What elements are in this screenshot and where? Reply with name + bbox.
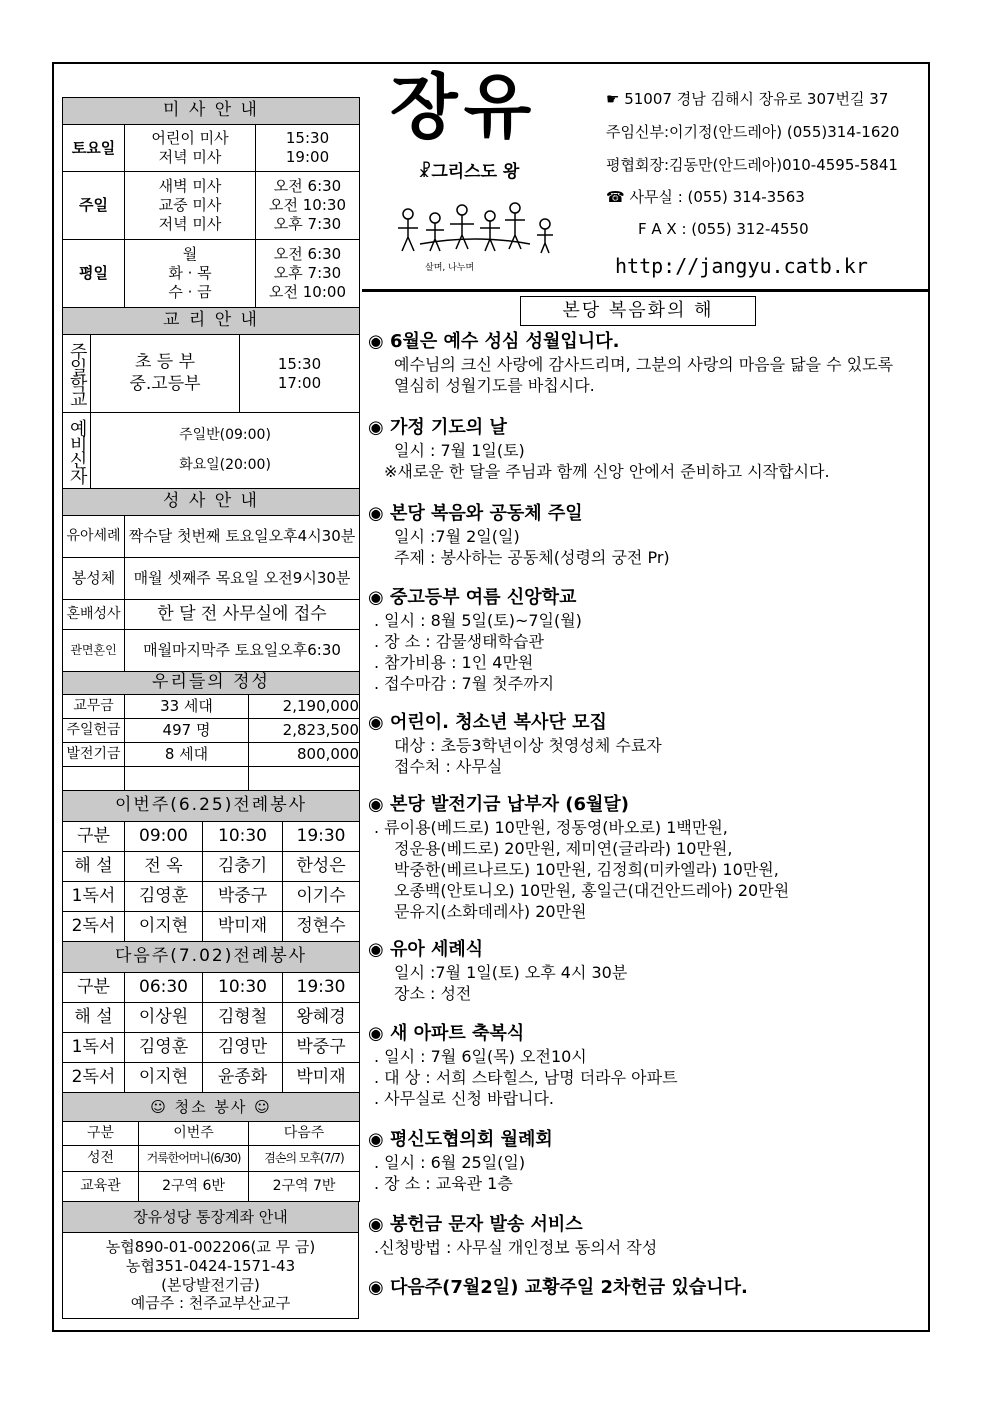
bank-title: 장유성당 통장계좌 안내 xyxy=(63,1202,359,1233)
news-line: 열심히 성월기도를 바칩시다. xyxy=(394,376,595,395)
news-line: ※새로운 한 달을 주님과 함께 신앙 안에서 준비하고 시작합시다. xyxy=(384,462,830,481)
sacrament-value: 매월 셋째주 목요일 오전9시30분 xyxy=(125,558,360,600)
news-line: . 장 소 : 감물생태학습관 xyxy=(374,632,544,651)
liturgy-cell: 이기수 xyxy=(283,882,360,912)
news-title: ◉ 평신도협의회 월례회 xyxy=(368,1129,553,1150)
sun-item: 교중 미사 xyxy=(158,196,222,215)
sacrament-value: 짝수달 첫번째 토요일오후4시30분 xyxy=(125,516,360,558)
mass-table xyxy=(62,97,360,308)
liturgy-cell: 박중구 xyxy=(203,882,283,912)
sacraments-table xyxy=(62,488,360,672)
news-line: . 접수마감 : 7월 첫주까지 xyxy=(374,674,555,693)
offering-count: 33 세대 xyxy=(125,695,249,719)
news-title: ◉ 새 아파트 축복식 xyxy=(368,1023,525,1044)
weekday-item: 월 xyxy=(182,245,198,264)
this-week-liturgy-table xyxy=(62,790,360,942)
news-item xyxy=(368,1276,928,1300)
prep-item: 주일반(09:00) xyxy=(179,427,271,443)
cleaning-cell: 2구역 7반 xyxy=(249,1172,360,1202)
news-line: 예수님의 크신 사랑에 감사드리며, 그분의 사랑의 마음을 닮을 수 있도록 xyxy=(394,355,894,374)
parish-logo: 장유 xyxy=(390,66,538,148)
news-line: 일시 :7월 1일(토) 오후 4시 30분 xyxy=(394,963,628,982)
liturgy-cell: 이지현 xyxy=(125,1063,203,1093)
news-line: . 일시 : 6월 25일(일) xyxy=(374,1153,526,1172)
pastor-line: 주임신부:이기정(안드레아) (055)314-1620 xyxy=(606,123,900,141)
liturgy-cell: 한성은 xyxy=(283,852,360,882)
liturgy-role: 2독서 xyxy=(63,1063,125,1093)
offering-empty xyxy=(63,767,125,791)
school-time: 17:00 xyxy=(277,373,322,392)
news-title: ◉ 6월은 예수 성심 성월입니다. xyxy=(368,331,620,352)
liturgy-role: 1독서 xyxy=(63,882,125,912)
cleaning-table xyxy=(62,1092,360,1202)
telephone-icon: ☎ xyxy=(606,188,630,206)
liturgy-head: 06:30 xyxy=(125,973,203,1003)
news-line: . 류이용(베드로) 10만원, 정동영(바오로) 1백만원, xyxy=(374,818,728,837)
news-line: 접수처 : 사무실 xyxy=(394,757,503,776)
school-item: 중.고등부 xyxy=(129,373,201,394)
news-title: ◉ 유아 세례식 xyxy=(368,939,484,960)
sat-item: 저녁 미사 xyxy=(158,148,222,166)
news-item xyxy=(368,793,928,922)
weekday-time: 오후 7:30 xyxy=(273,264,342,283)
liturgy-cell: 이지현 xyxy=(125,912,203,942)
weekday-time: 오전 6:30 xyxy=(273,245,342,264)
bank-line: 예금주 : 천주교부산교구 xyxy=(130,1294,291,1313)
liturgy-head: 구분 xyxy=(63,822,125,852)
this-week-title: 이번주(6.25)전례봉사 xyxy=(63,791,360,822)
left-column xyxy=(62,97,359,1319)
weekday-item: 화 · 목 xyxy=(168,264,212,283)
bank-table xyxy=(62,1201,359,1319)
liturgy-role: 해 설 xyxy=(63,852,125,882)
offering-amount: 800,000 xyxy=(249,743,360,767)
offering-label: 발전기금 xyxy=(63,743,125,767)
news-line: 박중한(베르나르도) 10만원, 김정희(미카엘라) 10만원, xyxy=(394,860,779,879)
liturgy-cell: 김형철 xyxy=(203,1003,283,1033)
sat-label: 토요일 xyxy=(63,125,125,172)
offering-count: 497 명 xyxy=(125,719,249,743)
catechumen-label: 예비신자 xyxy=(63,413,91,489)
catechism-title: 교 리 안 내 xyxy=(63,308,360,335)
news-line: . 장 소 : 교육관 1층 xyxy=(374,1174,513,1193)
news-line: 장소 : 성전 xyxy=(394,984,472,1003)
liturgy-head: 10:30 xyxy=(203,822,283,852)
offering-empty xyxy=(125,767,249,791)
liturgy-cell: 전 옥 xyxy=(125,852,203,882)
illustration-caption: 살며, 나누며 xyxy=(425,263,475,273)
address: 51007 경남 김해시 장유로 307번길 37 xyxy=(624,90,889,108)
news-line: 대상 : 초등3학년이상 첫영성체 수료자 xyxy=(394,736,662,755)
mass-title: 미 사 안 내 xyxy=(63,98,360,125)
address-line xyxy=(606,88,888,109)
news-line: . 일시 : 7월 6일(목) 오전10시 xyxy=(374,1047,587,1066)
liturgy-cell: 박중구 xyxy=(283,1033,360,1063)
news-line: . 참가비용 : 1인 4만원 xyxy=(374,653,534,672)
sun-label: 주일 xyxy=(63,172,125,240)
offering-count: 8 세대 xyxy=(125,743,249,767)
sunday-school-label: 주일학교 xyxy=(63,335,91,413)
liturgy-role: 1독서 xyxy=(63,1033,125,1063)
sacraments-title: 성 사 안 내 xyxy=(63,489,360,516)
office-line xyxy=(606,186,805,207)
liturgy-role: 2독서 xyxy=(63,912,125,942)
liturgy-head: 19:30 xyxy=(283,973,360,1003)
sat-time: 19:00 xyxy=(285,148,330,166)
bank-line: 농협890-01-002206(교 무 금) xyxy=(105,1238,316,1256)
offering-table xyxy=(62,671,360,791)
cleaning-place: 성전 xyxy=(63,1146,139,1172)
sacrament-label: 봉성체 xyxy=(63,558,125,600)
news-title: ◉ 가정 기도의 날 xyxy=(368,417,507,438)
news-line: .신청방법 : 사무실 개인정보 동의서 작성 xyxy=(374,1238,658,1257)
sun-time: 오전 6:30 xyxy=(273,177,342,196)
news-item xyxy=(368,502,928,568)
liturgy-cell: 박미재 xyxy=(203,912,283,942)
year-theme-box: 본당 복음화의 해 xyxy=(520,296,756,326)
liturgy-cell: 정현수 xyxy=(283,912,360,942)
news-line: 일시 :7월 2일(일) xyxy=(394,527,520,546)
sun-item: 새벽 미사 xyxy=(158,177,222,196)
liturgy-cell: 윤종화 xyxy=(203,1063,283,1093)
news-title: ◉ 본당 발전기금 납부자 (6월달) xyxy=(368,794,630,815)
offering-title: 우리들의 정성 xyxy=(63,672,360,695)
news-line: . 대 상 : 서희 스타힐스, 남명 더라우 아파트 xyxy=(374,1068,678,1087)
liturgy-cell: 이상원 xyxy=(125,1003,203,1033)
cleaning-cell: 겸손의 모후(7/7) xyxy=(249,1146,360,1172)
liturgy-cell: 박미재 xyxy=(283,1063,360,1093)
offering-amount: 2,823,500 xyxy=(249,719,360,743)
news-item xyxy=(368,1022,928,1109)
offering-label: 교무금 xyxy=(63,695,125,719)
offering-amount: 2,190,000 xyxy=(249,695,360,719)
parish-subtitle: ☧그리스도 왕 xyxy=(418,162,520,182)
news-item xyxy=(368,586,928,694)
fax-line: F A X : (055) 312-4550 xyxy=(638,220,809,238)
news-line: . 일시 : 8월 5일(토)~7일(월) xyxy=(374,611,582,630)
liturgy-cell: 김영훈 xyxy=(125,1033,203,1063)
news-line: 문유지(소화데레사) 20만원 xyxy=(394,902,587,921)
news-title: ◉ 봉헌금 문자 발송 서비스 xyxy=(368,1214,583,1235)
cleaning-head: 이번주 xyxy=(139,1122,249,1146)
catechism-table xyxy=(62,307,360,489)
sacrament-value: 한 달 전 사무실에 접수 xyxy=(125,600,360,630)
sacrament-label: 관면혼인 xyxy=(63,630,125,672)
cleaning-title: ☺ 청소 봉사 ☺ xyxy=(63,1093,360,1122)
news-item xyxy=(368,1128,928,1194)
sun-time: 오전 10:30 xyxy=(269,196,346,215)
liturgy-cell: 김영만 xyxy=(203,1033,283,1063)
liturgy-head: 10:30 xyxy=(203,973,283,1003)
cleaning-cell: 거룩한어머니(6/30) xyxy=(139,1146,249,1172)
news-item xyxy=(368,711,928,777)
liturgy-cell: 왕혜경 xyxy=(283,1003,360,1033)
offering-label: 주일헌금 xyxy=(63,719,125,743)
bank-line: (본당발전기금) xyxy=(161,1275,260,1294)
prep-item: 화요일(20:00) xyxy=(179,456,271,473)
sacrament-label: 유아세례 xyxy=(63,516,125,558)
news-title: ◉ 다음주(7월2일) 교황주일 2차헌금 있습니다. xyxy=(368,1277,748,1298)
liturgy-head: 구분 xyxy=(63,973,125,1003)
bank-line: 농협351-0424-1571-43 xyxy=(125,1256,296,1275)
weekday-label: 평일 xyxy=(63,240,125,308)
cleaning-head: 다음주 xyxy=(249,1122,360,1146)
weekday-time: 오전 10:00 xyxy=(269,282,346,301)
header-divider xyxy=(362,289,928,292)
sun-time: 오후 7:30 xyxy=(273,214,342,233)
council-line: 평협회장:김동만(안드레아)010-4595-5841 xyxy=(606,156,898,174)
hand-pointer-icon: ☛ xyxy=(606,90,625,108)
sun-item: 저녁 미사 xyxy=(158,214,222,233)
news-line: 일시 : 7월 1일(토) xyxy=(394,441,525,460)
news-title: ◉ 중고등부 여름 신앙학교 xyxy=(368,587,577,608)
liturgy-cell: 김영훈 xyxy=(125,882,203,912)
cleaning-place: 교육관 xyxy=(63,1172,139,1202)
sacrament-value: 매월마지막주 토요일오후6:30 xyxy=(125,630,360,672)
news-item xyxy=(368,938,928,1004)
sat-item: 어린이 미사 xyxy=(151,129,229,148)
news-line: 주제 : 봉사하는 공동체(성령의 궁전 Pr) xyxy=(394,548,670,567)
news-item xyxy=(368,416,928,482)
cleaning-cell: 2구역 6반 xyxy=(139,1172,249,1202)
offering-empty xyxy=(249,767,360,791)
liturgy-cell: 김충기 xyxy=(203,852,283,882)
sat-time: 15:30 xyxy=(285,129,330,148)
school-item: 초 등 부 xyxy=(134,352,196,373)
website-url[interactable]: http://jangyu.catb.kr xyxy=(615,254,868,278)
next-week-liturgy-table xyxy=(62,941,360,1093)
school-time: 15:30 xyxy=(277,354,322,373)
liturgy-head: 19:30 xyxy=(283,822,360,852)
liturgy-head: 09:00 xyxy=(125,822,203,852)
next-week-title: 다음주(7.02)전례봉사 xyxy=(63,942,360,973)
weekday-item: 수 · 금 xyxy=(168,282,212,301)
news-item xyxy=(368,330,928,396)
news-line: 정운용(베드로) 20만원, 제미연(글라라) 10만원, xyxy=(394,839,733,858)
news-item xyxy=(368,1213,928,1258)
community-illustration xyxy=(390,200,565,275)
liturgy-role: 해 설 xyxy=(63,1003,125,1033)
news-line: . 사무실로 신청 바랍니다. xyxy=(374,1089,554,1108)
news-line: 오종백(안토니오) 10만원, 홍일근(대건안드레아) 20만원 xyxy=(394,881,790,900)
sacrament-label: 혼배성사 xyxy=(63,600,125,630)
news-title: ◉ 본당 복음와 공동체 주일 xyxy=(368,503,583,524)
office-phone: 사무실 : (055) 314-3563 xyxy=(629,188,805,206)
cleaning-head: 구분 xyxy=(63,1122,139,1146)
news-title: ◉ 어린이. 청소년 복사단 모집 xyxy=(368,712,607,733)
